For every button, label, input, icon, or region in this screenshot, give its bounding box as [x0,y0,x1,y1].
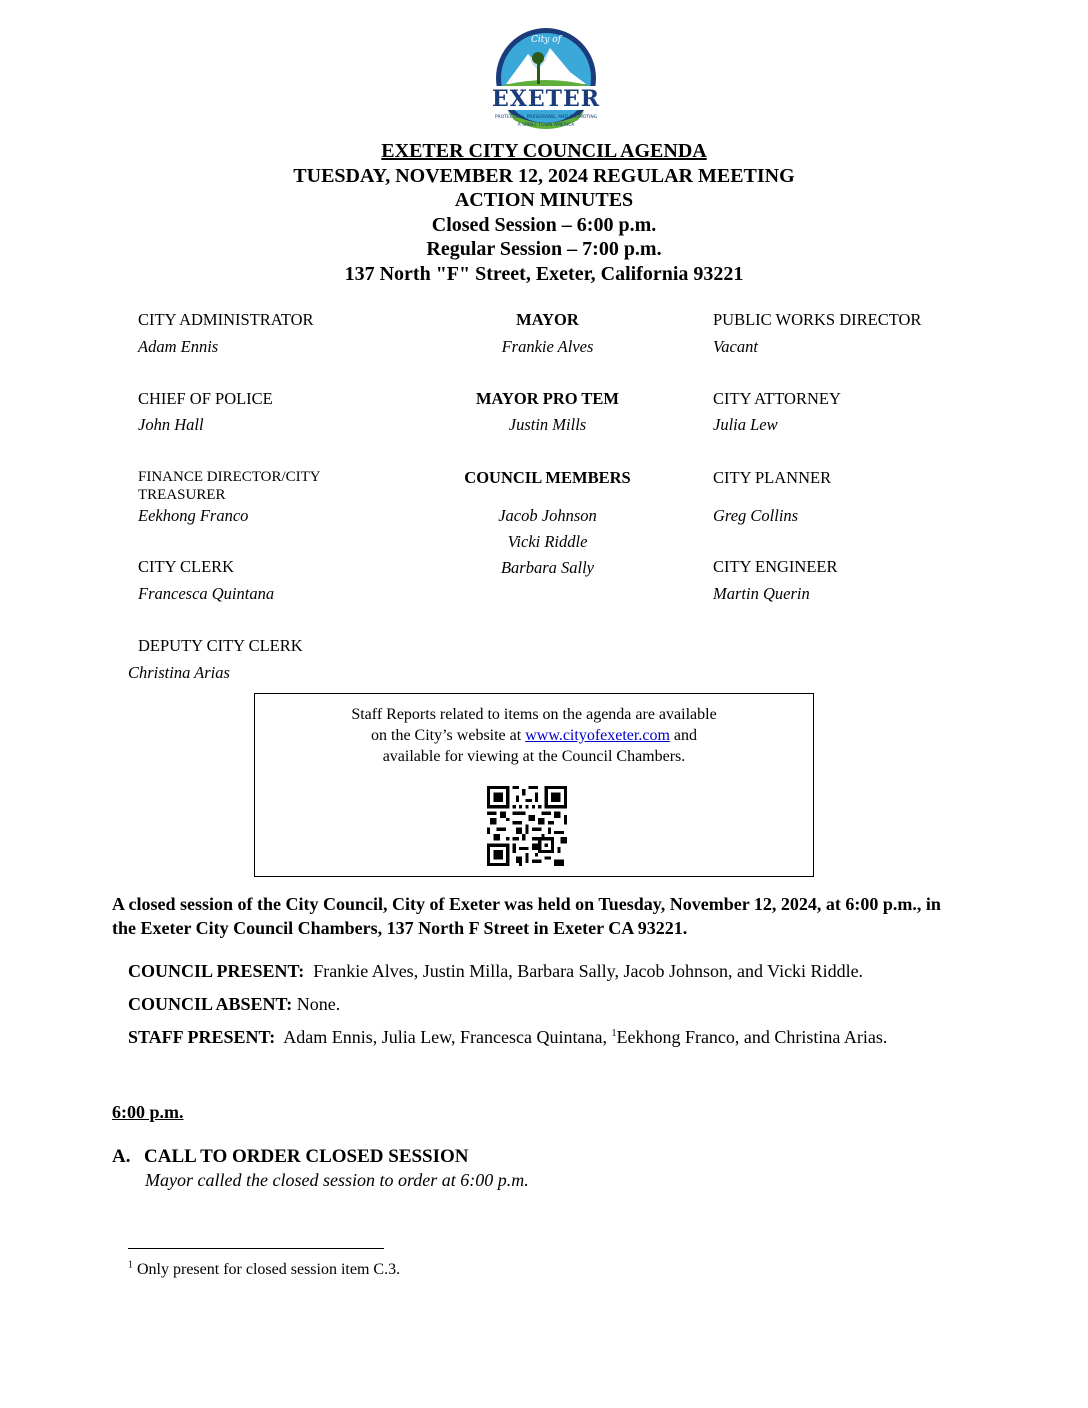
city-administrator-title: CITY ADMINISTRATOR [138,310,314,329]
mayor-pro-tem-name: Justin Mills [508,415,587,434]
closed-session-intro: A closed session of the City Council, City of Exeter was held on Tuesday, November 12, 2024, at 6:00 p.m., in the Exeter City Council Chambers, 137 North F Street in Exeter CA 93221. [112,894,941,938]
council-present-label: COUNCIL PRESENT: [128,961,305,981]
header-address: 137 North "F" Street, Exeter, California 93221 [344,262,744,285]
staff-reports-line3: available for viewing at the Council Chambers. [382,748,686,765]
footnote-text: Only present for closed session item C.3. [137,1261,401,1278]
qr-code[interactable] [487,786,567,866]
staff-reports-line1: Staff Reports related to items on the agenda are available [351,706,717,723]
footnote-divider [128,1248,384,1249]
public-works-name: Vacant [713,337,758,356]
logo-exeter: EXETER [491,86,601,112]
deputy-clerk-name: Christina Arias [128,663,230,682]
city-website-link[interactable]: www.cityofexeter.com [525,727,670,744]
chief-police-name: John Hall [138,415,204,434]
finance-name: Eekhong Franco [138,506,249,525]
section-a-heading [112,1146,469,1168]
logo-city-of: City of [530,35,562,45]
council-member-name: Vicki Riddle [507,532,588,551]
deputy-clerk-title: DEPUTY CITY CLERK [138,636,303,655]
header-regular-session: Regular Session – 7:00 p.m. [426,238,662,260]
logo-tagline2: A SMALL TOWN AMERICA [517,123,575,128]
council-absent-label: COUNCIL ABSENT: [128,994,293,1014]
time-heading: 6:00 p.m. [112,1102,184,1122]
finance-title-line1: FINANCE DIRECTOR/CITY [138,469,321,485]
council-present-value: Frankie Alves, Justin Milla, Barbara Sally, Jacob Johnson, and Vicki Riddle. [313,961,864,981]
header-closed-session: Closed Session – 6:00 p.m. [431,213,657,236]
footnote [128,1261,400,1279]
city-clerk-title: CITY CLERK [138,557,235,576]
chief-police-title: CHIEF OF POLICE [138,389,273,408]
header-date: TUESDAY, NOVEMBER 12, 2024 REGULAR MEETING [293,164,795,187]
logo-tagline: PROTECTING, PRESERVING, AND PROMOTING [494,115,598,120]
mayor-title: MAYOR [516,310,579,329]
staff-reports-line2 [255,725,813,746]
mayor-pro-tem-title: MAYOR PRO TEM [475,389,619,408]
staff-reports-line2-pre: on the City’s website at [371,727,526,744]
city-engineer-name: Martin Querin [713,584,810,603]
staff-reports-text [255,704,813,767]
council-absent [128,993,958,1016]
city-planner-title: CITY PLANNER [713,468,832,487]
section-a-note: Mayor called the closed session to order at 6:00 p.m. [145,1170,529,1190]
council-member-name: Barbara Sally [500,558,595,577]
city-logo [488,26,604,136]
footnote-mark: 1 [128,1259,133,1271]
staff-present-value-post: Eekhong Franco, and Christina Arias. [616,1027,888,1047]
city-planner-name: Greg Collins [713,506,799,525]
mayor-name: Frankie Alves [501,337,594,356]
city-clerk-name: Francesca Quintana [138,584,275,603]
staff-present-label: STAFF PRESENT: [128,1027,276,1047]
city-attorney-title: CITY ATTORNEY [713,389,841,408]
header-type: ACTION MINUTES [454,189,634,211]
finance-title-line2: TREASURER [138,487,226,503]
footnote-reference: 1 [611,1028,617,1039]
council-members-title: COUNCIL MEMBERS [464,468,631,487]
section-a-title: CALL TO ORDER CLOSED SESSION [144,1146,469,1167]
public-works-title: PUBLIC WORKS DIRECTOR [713,310,922,329]
city-attorney-name: Julia Lew [713,415,778,434]
document-header [0,139,1088,286]
staff-reports-line2-post: and [669,727,697,744]
staff-reports-box [254,693,814,877]
staff-present-value-pre: Adam Ennis, Julia Lew, Francesca Quintana, [283,1027,612,1047]
section-a-letter: A. [112,1146,131,1167]
council-absent-value: None. [296,994,341,1014]
city-administrator-name: Adam Ennis [138,337,219,356]
council-member-name: Jacob Johnson [498,506,597,525]
council-present [128,960,958,983]
staff-present [128,1026,958,1049]
city-engineer-title: CITY ENGINEER [713,557,838,576]
document-title: EXETER CITY COUNCIL AGENDA [381,140,707,162]
